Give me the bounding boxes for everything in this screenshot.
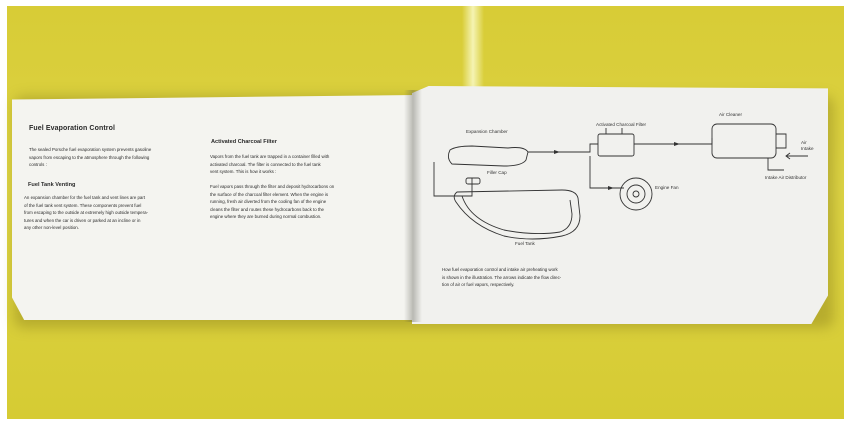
- engine-fan-shape: [620, 178, 652, 210]
- air-cleaner-outlet: [776, 134, 786, 148]
- filter-to-air-cleaner-line: [634, 138, 712, 144]
- label-activated-charcoal-filter: Activated Charcoal Filter: [596, 122, 647, 127]
- expansion-chamber-shape: [448, 146, 528, 166]
- label-filler-cap: Filler Cap: [487, 170, 507, 175]
- charcoal-filter-body-2: Fuel vapors pass through the filter and deposit hydrocarbons on the surface of the charcoal filter element. When the engine is running, fresh air diverted from the cooling fan of the engine cleans the filter and routes these hydrocarbons back to the engine where they are burned during normal combustion.: [210, 184, 335, 220]
- intake-air-distributor-line: [768, 158, 784, 170]
- filler-cap-shape: [466, 178, 480, 184]
- label-air-cleaner: Air Cleaner: [719, 112, 742, 117]
- diagram-caption: How fuel evaporation control and intake air preheating work is shown in the illustration. The arrows indicate the flow direc- tion of air or fuel vapors, respectively.: [442, 267, 562, 288]
- label-air-intake: Air Intake: [801, 140, 814, 151]
- label-fuel-tank: Fuel Tank: [515, 241, 535, 246]
- label-expansion-chamber: Expansion Chamber: [466, 129, 508, 134]
- charcoal-filter-line-1: [606, 128, 622, 134]
- charcoal-filter-body-1: Vapors from the fuel tank are trapped in a container filled with activated charcoal. The filter is connected to the fuel tank vent system. This is how it works :: [210, 154, 330, 175]
- charcoal-filter-shape: [598, 134, 634, 156]
- vent-line-to-filter: [582, 144, 598, 152]
- filter-to-fan-line: [590, 156, 624, 188]
- intro-paragraph: The sealed Porsche fuel evaporation system prevents gasoline vapors from escaping to the atmosphere through the following controls :: [29, 147, 152, 168]
- fuel-tank-venting-heading: Fuel Tank Venting: [28, 182, 76, 188]
- charcoal-filter-heading: Activated Charcoal Filter: [211, 139, 277, 145]
- label-engine-fan: Engine Fan: [655, 185, 679, 190]
- section-title: Fuel Evaporation Control: [29, 125, 116, 132]
- label-intake-air-distributor: Intake Air Distributor: [765, 175, 807, 180]
- light-reflection: [462, 6, 484, 88]
- air-cleaner-shape: [712, 124, 776, 158]
- fuel-tank-inner: [462, 196, 572, 234]
- fuel-tank-venting-body: An expansion chamber for the fuel tank and vent lines are part of the fuel tank vent system. These components prevent fuel from escaping to the outside at extremely high outside tempera- tures and when the car is driven or parked at an incline or in any other non-level position.: [24, 195, 148, 231]
